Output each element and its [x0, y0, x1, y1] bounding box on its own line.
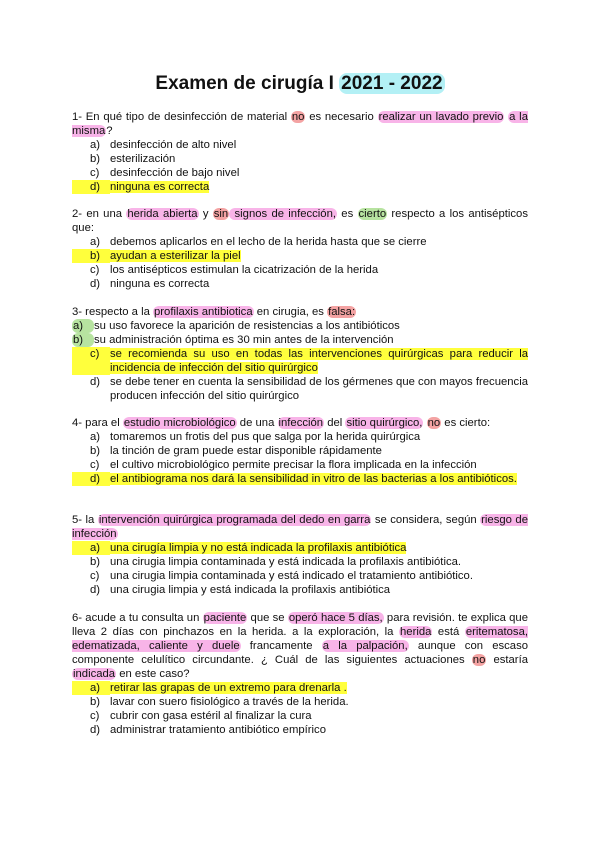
question-6-text: 6- acude a tu consulta un paciente que se operó hace 5 días, para revisión. te explica que lleva 2 días con pinchazos en la herida. a la exploración, la herida está eritematosa, edematizada, caliente y duele francamente a la palpación, aunque con escaso componente celulítico circundante. ¿ Cuál de las siguientes actuaciones no estaría indicada en este caso?: [72, 612, 528, 680]
question-2-text: 2- en una herida abierta y sin signos de infección, es cierto respecto a los antisépticos que:: [72, 208, 528, 234]
title-years: 2021 - 2022: [341, 73, 443, 94]
question-3-options: [72, 319, 528, 403]
question-1-options: [72, 138, 528, 194]
question-4: [72, 416, 528, 486]
option-2a: a) debemos aplicarlos en el lecho de la herida hasta que se cierre: [90, 236, 427, 248]
question-1: [72, 110, 528, 194]
option-5d: d) una cirugia limpia y está indicada la profilaxis antibiótica: [90, 584, 391, 596]
option-4d: d) el antibiograma nos dará la sensibilidad in vitro de las bacterias a los antibióticos.: [72, 472, 528, 486]
question-5-options: [72, 541, 528, 597]
option-2c: c) los antisépticos estimulan la cicatrización de la herida: [90, 264, 379, 276]
option-6b: b) lavar con suero fisiológico a través de la herida.: [90, 696, 349, 708]
question-6: [72, 611, 528, 737]
option-1d: d) ninguna es correcta: [72, 180, 528, 194]
option-3c: c) se recomienda su uso en todas las intervenciones quirúrgicas para reducir la incidencia de infección del sitio quirúrgico: [72, 347, 528, 375]
option-4b: b) la tinción de gram puede estar disponible rápidamente: [90, 445, 382, 457]
option-4a: a) tomaremos un frotis del pus que salga por la herida quirúrgica: [90, 431, 421, 443]
question-5: [72, 513, 528, 597]
question-6-options: [72, 681, 528, 737]
option-1a: a) desinfección de alto nivel: [90, 139, 237, 151]
option-6a: a) retirar las grapas de un extremo para drenarla .: [72, 681, 528, 695]
option-1c: c) desinfección de bajo nivel: [90, 167, 240, 179]
option-5a: a) una cirugía limpia y no está indicada la profilaxis antibiótica: [72, 541, 528, 555]
question-4-text: 4- para el estudio microbiológico de una infección del sitio quirúrgico, no es cierto:: [72, 417, 491, 429]
question-3: [72, 305, 528, 403]
question-2-options: [72, 235, 528, 291]
question-5-text: 5- la intervención quirúrgica programada del dedo en garra se considera, según riesgo de infección: [72, 514, 528, 540]
option-6d: d) administrar tratamiento antibiótico empírico: [90, 724, 326, 736]
page-title: [0, 72, 600, 96]
question-1-text: 1- En qué tipo de desinfección de material no es necesario realizar un lavado previo a la misma?: [72, 111, 528, 137]
option-6c: c) cubrir con gasa estéril al finalizar la cura: [90, 710, 312, 722]
question-4-options: [72, 430, 528, 486]
option-2b: b) ayudan a esterilizar la piel: [72, 249, 528, 263]
option-2d: d) ninguna es correcta: [90, 278, 210, 290]
option-3a: a) su uso favorece la aparición de resistencias a los antibióticos: [73, 320, 400, 332]
option-5b: b) una cirugia limpia contaminada y está indicada la profilaxis antibiótica.: [90, 556, 462, 568]
option-1b: b) esterilización: [90, 153, 176, 165]
option-3d: d) se debe tener en cuenta la sensibilidad de los gérmenes que con mayos frecuencia producen infección del sitio quirúrgico: [90, 376, 528, 402]
option-5c: c) una cirugia limpia contaminada y está indicado el tratamiento antibiótico.: [90, 570, 473, 582]
question-3-text: 3- respecto a la profilaxis antibiotica en cirugia, es falsa:: [72, 306, 356, 318]
question-2: [72, 207, 528, 291]
option-4c: c) el cultivo microbiológico permite precisar la flora implicada en la infección: [90, 459, 477, 471]
option-3b: b) su administración óptima es 30 min antes de la intervención: [73, 334, 394, 346]
title-main: Examen de cirugía I: [155, 73, 334, 94]
